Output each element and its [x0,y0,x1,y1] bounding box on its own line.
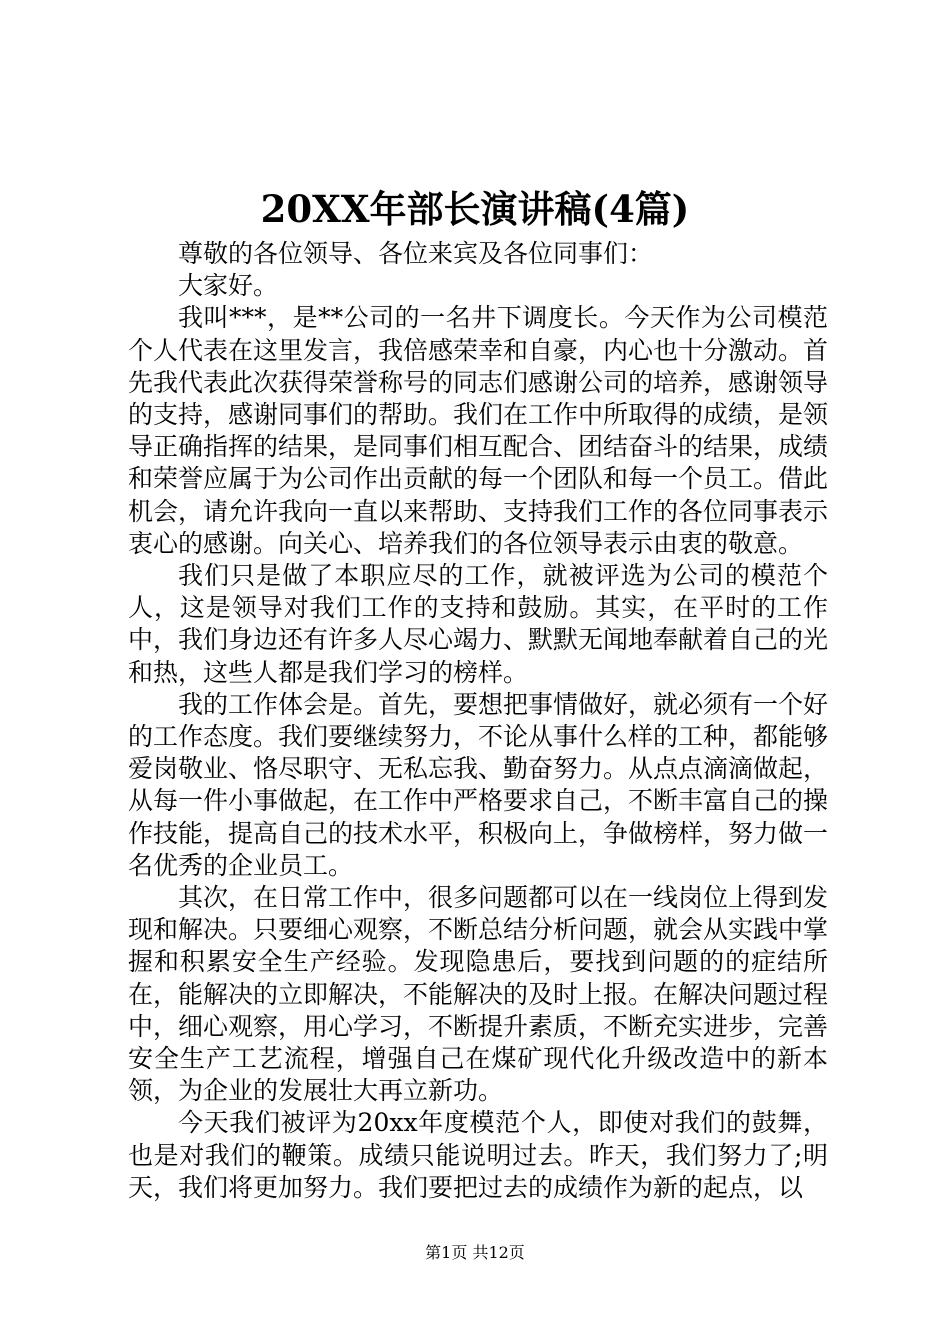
paragraph-greeting: 大家好。 [178,271,279,301]
paragraph-work-attitude: 我的工作体会是。首先，要想把事情做好，就必须有一个好的工作态度。我们要继续努力，不论从事什么样的工种，都能够爱岗敬业、恪尽职守、无私忘我、勤奋努力。从点点滴滴做起，从每一件小事做起，在工作中严格要求自己，不断丰富自己的操作技能，提高自己的技术水平，积极向上，争做榜样，努力做一名优秀的企业员工。 [128,689,829,880]
paragraph-problem-solving: 其次，在日常工作中，很多问题都可以在一线岗位上得到发现和解决。只要细心观察，不断总结分析问题，就会从实践中掌握和积累安全生产经验。发现隐患后，要找到问题的的症结所在，能解决的立即解决，不能解决的及时上报。在解决问题过程中，细心观察，用心学习，不断提升素质，不断充实进步，完善安全生产工艺流程，增强自己在煤矿现代化升级改造中的新本领，为企业的发展壮大再立新功。 [128,883,829,1106]
paragraph-future: 今天我们被评为20xx年度模范个人，即使对我们的鼓舞，也是对我们的鞭策。成绩只能说明过去。昨天，我们努力了;明天，我们将更加努力。我们要把过去的成绩作为新的起点，以 [128,1108,828,1202]
paragraph-introduction: 我叫***，是**公司的一名井下调度长。今天作为公司模范个人代表在这里发言，我倍感荣幸和自豪，内心也十分激动。首先我代表此次获得荣誉称号的同志们感谢公司的培养，感谢领导的支持，感谢同事们的帮助。我们在工作中所取得的成绩，是领导正确指挥的结果，是同事们相互配合、团结奋斗的结果，成绩和荣誉应属于为公司作出贡献的每一个团队和每一个员工。借此机会，请允许我向一直以来帮助、支持我们工作的各位同事表示衷心的感谢。向关心、培养我们的各位领导表示由衷的敬意。 [128,303,829,558]
paragraph-role-models: 我们只是做了本职应尽的工作，就被评选为公司的模范个人，这是领导对我们工作的支持和鼓励。其实，在平时的工作中，我们身边还有许多人尽心竭力、默默无闻地奉献着自己的光和热，这些人都是我们学习的榜样。 [128,561,829,687]
paragraph-salutation: 尊敬的各位领导、各位来宾及各位同事们： [178,239,654,268]
document-title: 20XX年部长演讲稿(4篇) [260,187,690,231]
document-body [128,238,828,1204]
page-number: 第1页 共12页 [425,1243,525,1262]
